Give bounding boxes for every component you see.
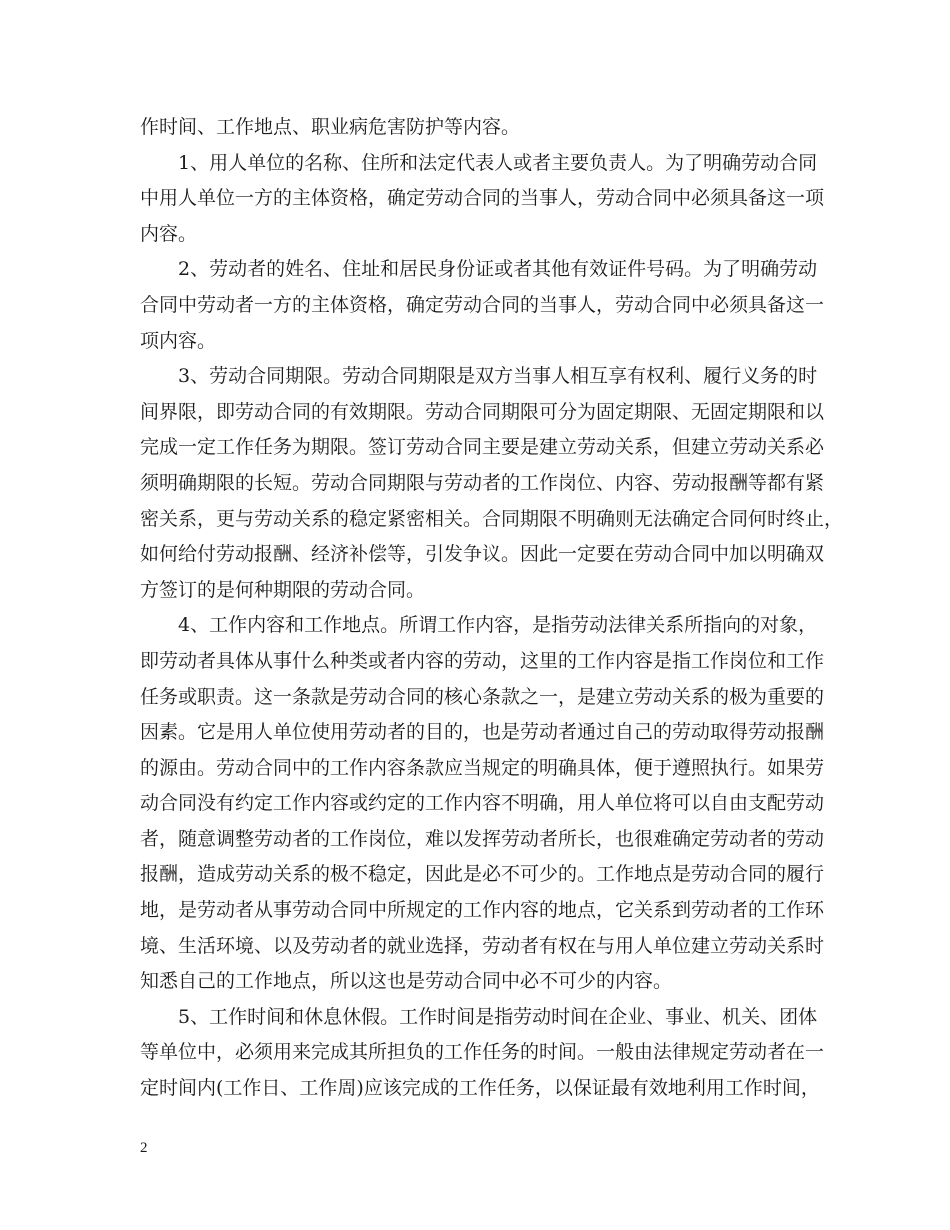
text-line: 如何给付劳动报酬、经济补偿等，引发争议。因此一定要在劳动合同中加以明确双 xyxy=(140,543,825,566)
text-line: 2、劳动者的姓名、住址和居民身份证或者其他有效证件号码。为了明确劳动 xyxy=(178,258,818,281)
text-line: 间界限，即劳动合同的有效期限。劳动合同期限可分为固定期限、无固定期限和以 xyxy=(140,400,825,423)
text-line: 地，是劳动者从事劳动合同中所规定的工作内容的地点，它关系到劳动者的工作环 xyxy=(140,899,825,922)
text-line: 等单位中，必须用来完成其所担负的工作任务的时间。一般由法律规定劳动者在一 xyxy=(140,1041,825,1064)
text-line: 的源由。劳动合同中的工作内容条款应当规定的明确具体，便于遵照执行。如果劳 xyxy=(140,756,825,779)
text-line: 方签订的是何种期限的劳动合同。 xyxy=(140,578,426,601)
page-number: 2 xyxy=(140,1140,148,1156)
text-line: 者，随意调整劳动者的工作岗位，难以发挥劳动者所长，也很难确定劳动者的劳动 xyxy=(140,827,825,850)
body-text xyxy=(140,110,844,1107)
text-line: 5、工作时间和休息休假。工作时间是指劳动时间在企业、事业、机关、团体 xyxy=(178,1005,818,1028)
text-line: 知悉自己的工作地点，所以这也是劳动合同中必不可少的内容。 xyxy=(140,970,673,993)
text-line: 1、用人单位的名称、住所和法定代表人或者主要负责人。为了明确劳动合同 xyxy=(178,151,818,174)
text-line: 完成一定工作任务为期限。签订劳动合同主要是建立劳动关系，但建立劳动关系必 xyxy=(140,436,825,459)
text-line: 中用人单位一方的主体资格，确定劳动合同的当事人，劳动合同中必须具备这一项 xyxy=(140,187,825,210)
text-line: 内容。 xyxy=(140,222,198,245)
text-line: 项内容。 xyxy=(140,329,217,352)
text-line: 即劳动者具体从事什么种类或者内容的劳动，这里的工作内容是指工作岗位和工作 xyxy=(140,649,825,672)
text-line: 合同中劳动者一方的主体资格，确定劳动合同的当事人，劳动合同中必须具备这一 xyxy=(140,293,825,316)
text-line: 报酬，造成劳动关系的极不稳定，因此是必不可少的。工作地点是劳动合同的履行 xyxy=(140,863,825,886)
text-line: 任务或职责。这一条款是劳动合同的核心条款之一，是建立劳动关系的极为重要的 xyxy=(140,685,825,708)
text-line: 密关系，更与劳动关系的稳定紧密相关。合同期限不明确则无法确定合同何时终止， xyxy=(140,507,844,530)
text-line: 定时间内(工作日、工作周)应该完成的工作任务，以保证最有效地利用工作时间， xyxy=(140,1077,820,1100)
text-line: 境、生活环境、以及劳动者的就业选择，劳动者有权在与用人单位建立劳动关系时 xyxy=(140,934,825,957)
text-line: 作时间、工作地点、职业病危害防护等内容。 xyxy=(140,116,521,138)
text-line: 3、劳动合同期限。劳动合同期限是双方当事人相互享有权利、履行义务的时 xyxy=(178,365,818,388)
text-line: 须明确期限的长短。劳动合同期限与劳动者的工作岗位、内容、劳动报酬等都有紧 xyxy=(140,471,825,494)
text-line: 因素。它是用人单位使用劳动者的目的，也是劳动者通过自己的劳动取得劳动报酬 xyxy=(140,721,825,744)
text-line: 动合同没有约定工作内容或约定的工作内容不明确，用人单位将可以自由支配劳动 xyxy=(140,792,825,815)
text-line: 4、工作内容和工作地点。所谓工作内容，是指劳动法律关系所指向的对象， xyxy=(178,614,818,637)
